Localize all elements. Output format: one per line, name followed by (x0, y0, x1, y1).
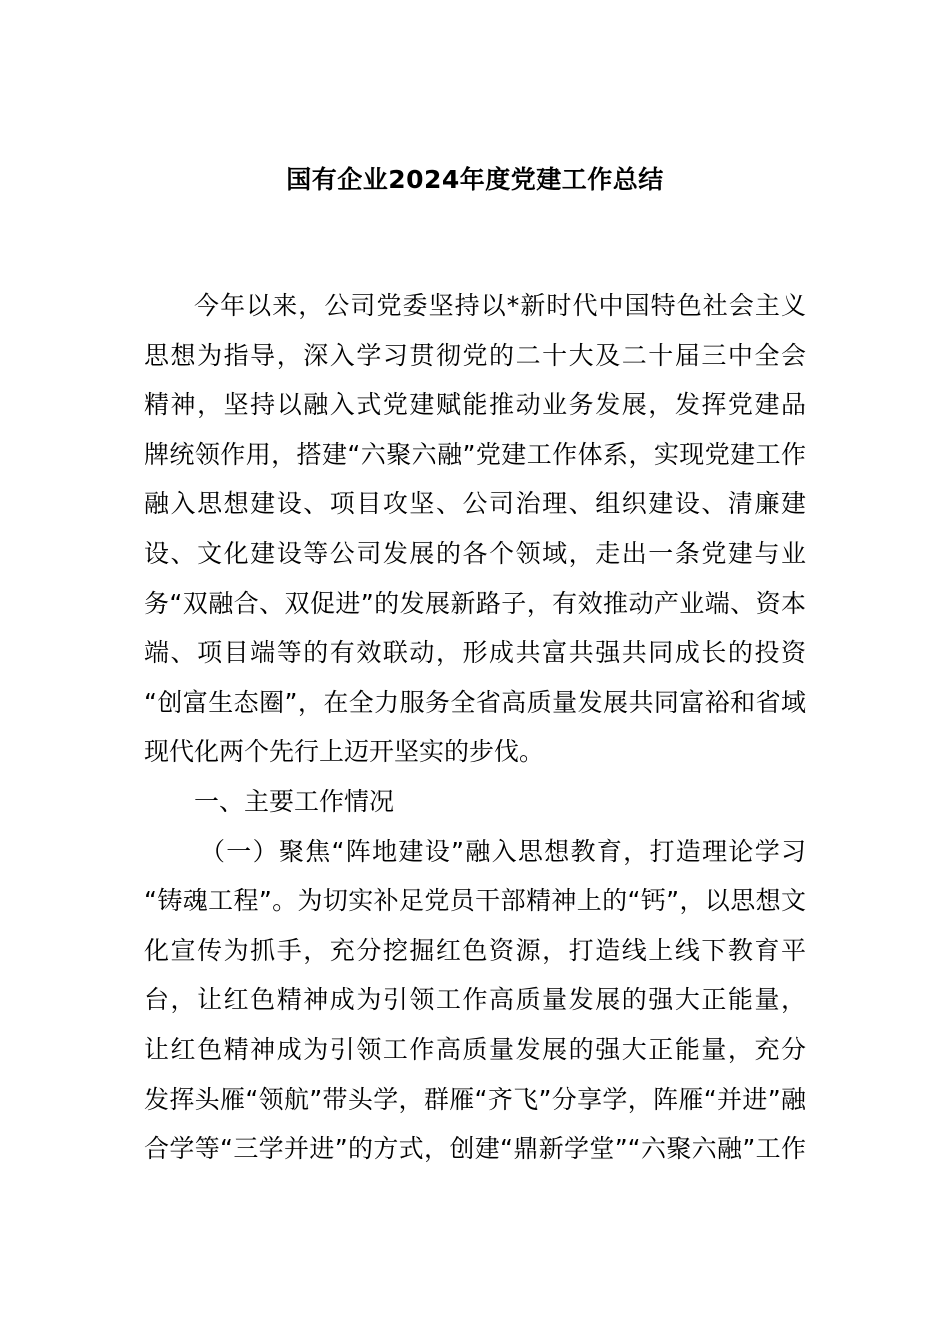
paragraph-line: 合学等“三学并进”的方式，创建“鼎新学堂”“六聚六融”工作 (144, 1134, 806, 1164)
paragraph-line: 牌统领作用，搭建“六聚六融”党建工作体系，实现党建工作 (144, 439, 806, 469)
paragraph-line: 融入思想建设、项目攻坚、公司治理、组织建设、清廉建 (144, 489, 806, 519)
paragraph-line: 精神，坚持以融入式党建赋能推动业务发展，发挥党建品 (144, 390, 806, 420)
subsection-heading-line: （一）聚焦“阵地建设”融入思想教育，打造理论学习 (200, 836, 806, 866)
paragraph-line: 台，让红色精神成为引领工作高质量发展的强大正能量， (144, 985, 806, 1015)
paragraph-line: 今年以来，公司党委坚持以*新时代中国特色社会主义 (194, 291, 806, 320)
paragraph-line: 发挥头雁“领航”带头学，群雁“齐飞”分享学，阵雁“并进”融 (144, 1084, 806, 1114)
paragraph-line: “铸魂工程”。为切实补足党员干部精神上的“钙”，以思想文 (144, 886, 806, 916)
paragraph-line: 务“双融合、双促进”的发展新路子，有效推动产业端、资本 (144, 588, 806, 618)
paragraph-line: 端、项目端等的有效联动，形成共富共强共同成长的投资 (144, 638, 806, 668)
paragraph-line: 化宣传为抓手，充分挖掘红色资源，打造线上线下教育平 (144, 935, 806, 965)
section-heading: 一、主要工作情况 (194, 786, 395, 816)
paragraph-line: 现代化两个先行上迈开坚实的步伐。 (144, 737, 545, 767)
paragraph-line: 让红色精神成为引领工作高质量发展的强大正能量，充分 (144, 1034, 806, 1064)
document-title: 国有企业2024年度党建工作总结 (286, 165, 664, 194)
paragraph-line: “创富生态圈”，在全力服务全省高质量发展共同富裕和省域 (144, 687, 806, 717)
paragraph-line: 思想为指导，深入学习贯彻党的二十大及二十届三中全会 (144, 340, 806, 370)
paragraph-line: 设、文化建设等公司发展的各个领域，走出一条党建与业 (144, 538, 806, 568)
document-body (144, 281, 806, 1174)
